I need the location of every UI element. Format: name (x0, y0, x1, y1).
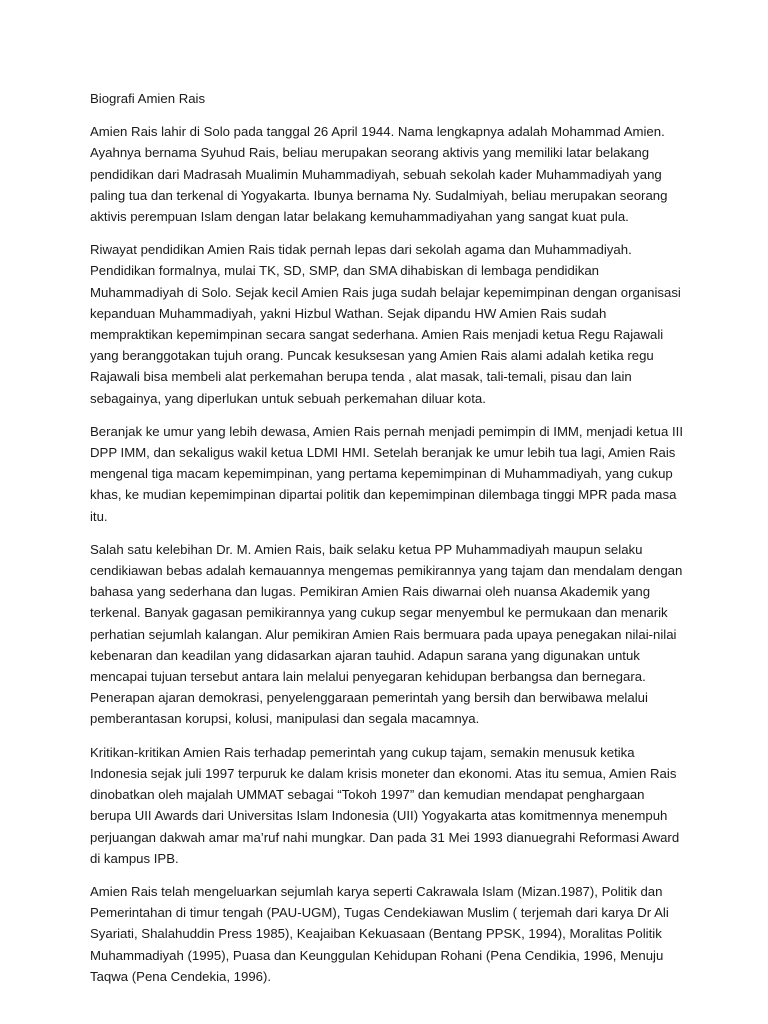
paragraph-leadership: Beranjak ke umur yang lebih dewasa, Amien Rais pernah menjadi pemimpin di IMM, menjadi ketua III DPP IMM, dan sekaligus wakil ketua LDMI HMI. Setelah beranjak ke umur lebih tua lagi, Amien Rais mengenal tiga macam kepemimpinan, yang pertama kepemimpinan di Muhammadiyah, yang cukup khas, ke mudian kepemimpinan dipartai politik dan kepemimpinan dilembaga tinggi MPR pada masa itu. (90, 423, 683, 524)
document-page (90, 88, 686, 999)
paragraph-works: Amien Rais telah mengeluarkan sejumlah karya seperti Cakrawala Islam (Mizan.1987), Politik dan Pemerintahan di timur tengah (PAU-UGM), Tugas Cendekiawan Muslim ( terjemah dari karya Dr Ali Syariati, Shalahuddin Press 1985), Keajaiban Kekuasaan (Bentang PPSK, 1994), Moralitas Politik Muhammadiyah (1995), Puasa dan Keunggulan Kehidupan Rohani (Pena Cendikia, 1996, Menuju Taqwa (Pena Cendekia, 1996). (90, 883, 669, 984)
paragraph-birth: Amien Rais lahir di Solo pada tanggal 26 April 1944. Nama lengkapnya adalah Mohammad Amien. Ayahnya bernama Syuhud Rais, beliau merupakan seorang aktivis yang memiliki latar belakang pendidikan dari Madrasah Mualimin Muhammadiyah, sebuah sekolah kader Muhammadiyah yang paling tua dan terkenal di Yogyakarta. Ibunya bernama Ny. Sudalmiyah, beliau merupakan seorang aktivis perempuan Islam dengan latar belakang kemuhammadiyahan yang sangat kuat pula. (90, 124, 668, 225)
paragraph-criticism: Kritikan-kritikan Amien Rais terhadap pemerintah yang cukup tajam, semakin menusuk ketika Indonesia sejak juli 1997 terpuruk ke dalam krisis moneter dan ekonomi. Atas itu semua, Amien Rais dinobatkan oleh majalah UMMAT sebagai “Tokoh 1997” dan kemudian mendapat penghargaan berupa UII Awards dari Universitas Islam Indonesia (UII) Yogyakarta atas komitmennya menempuh perjuangan dakwah amar ma’ruf nahi mungkar. Dan pada 31 Mei 1993 dianuegrahi Reformasi Award di kampus IPB. (90, 744, 680, 866)
paragraph-thinking: Salah satu kelebihan Dr. M. Amien Rais, baik selaku ketua PP Muhammadiyah maupun selaku cendikiawan bebas adalah kemauannya mengemas pemikirannya yang tajam dan mendalam dengan bahasa yang sederhana dan lugas. Pemikiran Amien Rais diwarnai oleh nuansa Akademik yang terkenal. Banyak gagasan pemikirannya yang cukup segar menyembul ke permukaan dan menarik perhatian sejumlah kalangan. Alur pemikiran Amien Rais bermuara pada upaya penegakan nilai-nilai kebenaran dan keadilan yang didasarkan ajaran tauhid. Adapun sarana yang digunakan untuk mencapai tujuan tersebut antara lain melalui penyegaran kehidupan berbangsa dan bernegara. Penerapan ajaran demokrasi, penyelenggaraan pemerintah yang bersih dan berwibawa melalui pemberantasan korupsi, kolusi, manipulasi dan segala macamnya. (90, 541, 683, 727)
paragraph-education: Riwayat pendidikan Amien Rais tidak pernah lepas dari sekolah agama dan Muhammadiyah. Pendidikan formalnya, mulai TK, SD, SMP, dan SMA dihabiskan di lembaga pendidikan Muhammadiyah di Solo. Sejak kecil Amien Rais juga sudah belajar kepemimpinan dengan organisasi kepanduan Muhammadiyah, yakni Hizbul Wathan. Sejak dipandu HW Amien Rais sudah mempraktikan kepemimpinan secara sangat sederhana. Amien Rais menjadi ketua Regu Rajawali yang beranggotakan tujuh orang. Puncak kesuksesan yang Amien Rais alami adalah ketika regu Rajawali bisa membeli alat perkemahan berupa tenda , alat masak, tali-temali, pisau dan lain sebagainya, yang diperlukan untuk sebuah perkemahan diluar kota. (90, 242, 681, 406)
document-title: Biografi Amien Rais (90, 91, 206, 106)
